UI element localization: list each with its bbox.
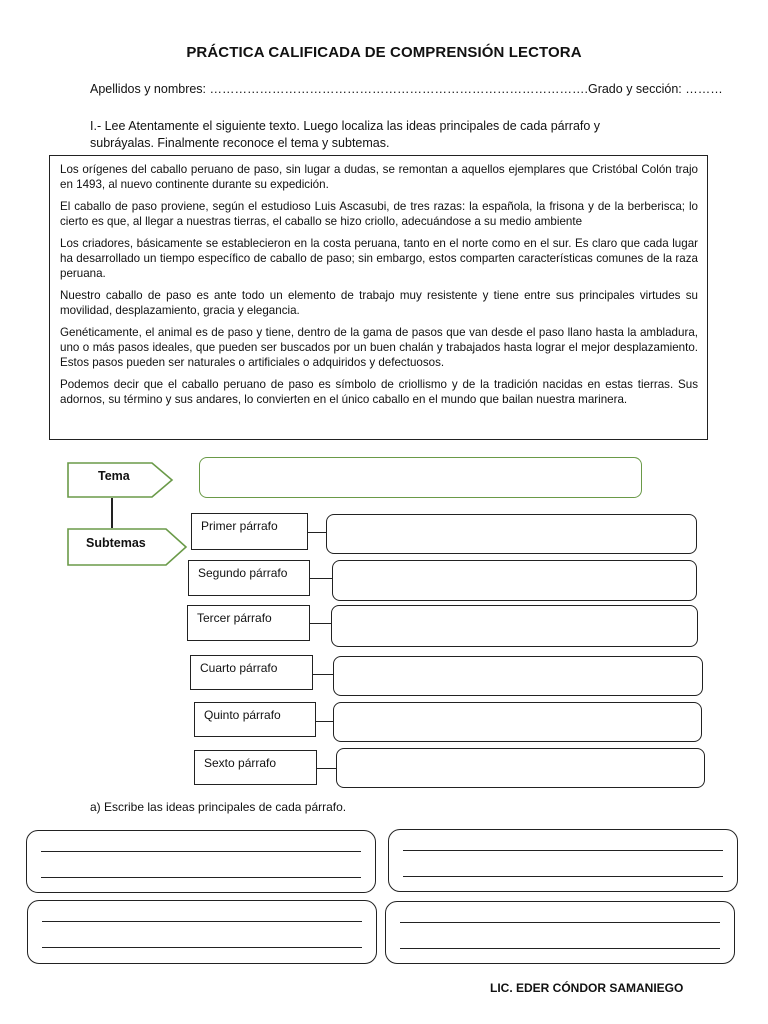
sexto-parrafo-answer-box[interactable] — [336, 748, 705, 788]
student-info-line: Apellidos y nombres: ……………………………………………………………………………….Grado y sección: ……… — [90, 82, 723, 96]
tema-subtemas-connector — [111, 498, 113, 528]
quinto-parrafo-label: Quinto párrafo — [194, 702, 316, 737]
answer-line — [42, 947, 362, 948]
segundo-parrafo-answer-box[interactable] — [332, 560, 697, 601]
instruction-text: I.- Lee Atentamente el siguiente texto. Luego localiza las ideas principales de cada párrafo y subráyalas. Finalmente reconoce el tema y subtemas. — [90, 119, 601, 150]
page-title: PRÁCTICA CALIFICADA DE COMPRENSIÓN LECTORA — [186, 44, 582, 61]
connector-6 — [317, 768, 337, 769]
paragraph-2: El caballo de paso proviene, según el estudioso Luis Ascasubi, de tres razas: la española, la frisona y de la berberisca; lo cierto es que, al llegar a nuestras tierras, el caballo se hizo criollo, adecuándose a su medio ambiente — [60, 200, 698, 228]
connector-3 — [310, 623, 332, 624]
tercer-parrafo-answer-box[interactable] — [331, 605, 698, 647]
primer-parrafo-label: Primer párrafo — [191, 513, 308, 550]
tema-label: Tema — [98, 469, 130, 483]
answer-line — [41, 851, 361, 852]
answer-box-2[interactable] — [388, 829, 738, 892]
answer-line — [403, 850, 723, 851]
connector-1 — [308, 532, 327, 533]
subtemas-label: Subtemas — [86, 536, 146, 550]
paragraph-3: Los criadores, básicamente se establecieron en la costa peruana, tanto en el norte como en el sur. Es claro que cada lugar ha desarrollado un tiempo específico de caballo de paso; sin embargo, estos comparten características comunes de la raza peruana. — [60, 237, 698, 280]
answer-box-3[interactable] — [27, 900, 377, 964]
answer-line — [400, 922, 720, 923]
sexto-parrafo-label: Sexto párrafo — [194, 750, 317, 785]
tema-answer-box[interactable] — [199, 457, 642, 498]
paragraph-5: Genéticamente, el animal es de paso y tiene, dentro de la gama de pasos que van desde el paso llano hasta la ambladura, uno o más pasos ideales, que pueden ser buscados por un buen chalán y trabajados hasta lograr el mejor desplazamiento. Estos pasos pueden ser naturales o artificiales o adquiridos y defectuosos. — [60, 326, 698, 369]
paragraph-4: Nuestro caballo de paso es ante todo un elemento de trabajo muy resistente y tiene entre sus principales virtudes su movilidad, desplazamiento, gracia y elegancia. — [60, 289, 698, 317]
answer-line — [403, 876, 723, 877]
answer-line — [41, 877, 361, 878]
paragraph-1: Los orígenes del caballo peruano de paso, sin lugar a dudas, se remontan a aquellos ejemplares que Cristóbal Colón trajo en 1493, al nuevo continente durante su expedición. — [60, 163, 698, 191]
paragraph-6: Podemos decir que el caballo peruano de paso es símbolo de criollismo y de la tradición nacidas en estas tierras. Sus adornos, su término y sus andares, lo convierten en el único caballo en el mundo que bailan nuestra marinera. — [60, 378, 698, 406]
cuarto-parrafo-answer-box[interactable] — [333, 656, 703, 696]
answer-line — [400, 948, 720, 949]
tercer-parrafo-label: Tercer párrafo — [187, 605, 310, 641]
answer-box-1[interactable] — [26, 830, 376, 893]
cuarto-parrafo-label: Cuarto párrafo — [190, 655, 313, 690]
question-a: a) Escribe las ideas principales de cada párrafo. — [90, 800, 347, 814]
author-signature: LIC. EDER CÓNDOR SAMANIEGO — [490, 981, 684, 995]
connector-4 — [313, 674, 334, 675]
answer-box-4[interactable] — [385, 901, 735, 964]
answer-line — [42, 921, 362, 922]
connector-5 — [316, 721, 334, 722]
segundo-parrafo-label: Segundo párrafo — [188, 560, 310, 596]
quinto-parrafo-answer-box[interactable] — [333, 702, 702, 742]
primer-parrafo-answer-box[interactable] — [326, 514, 697, 554]
connector-2 — [310, 578, 333, 579]
reading-passage — [49, 155, 708, 440]
